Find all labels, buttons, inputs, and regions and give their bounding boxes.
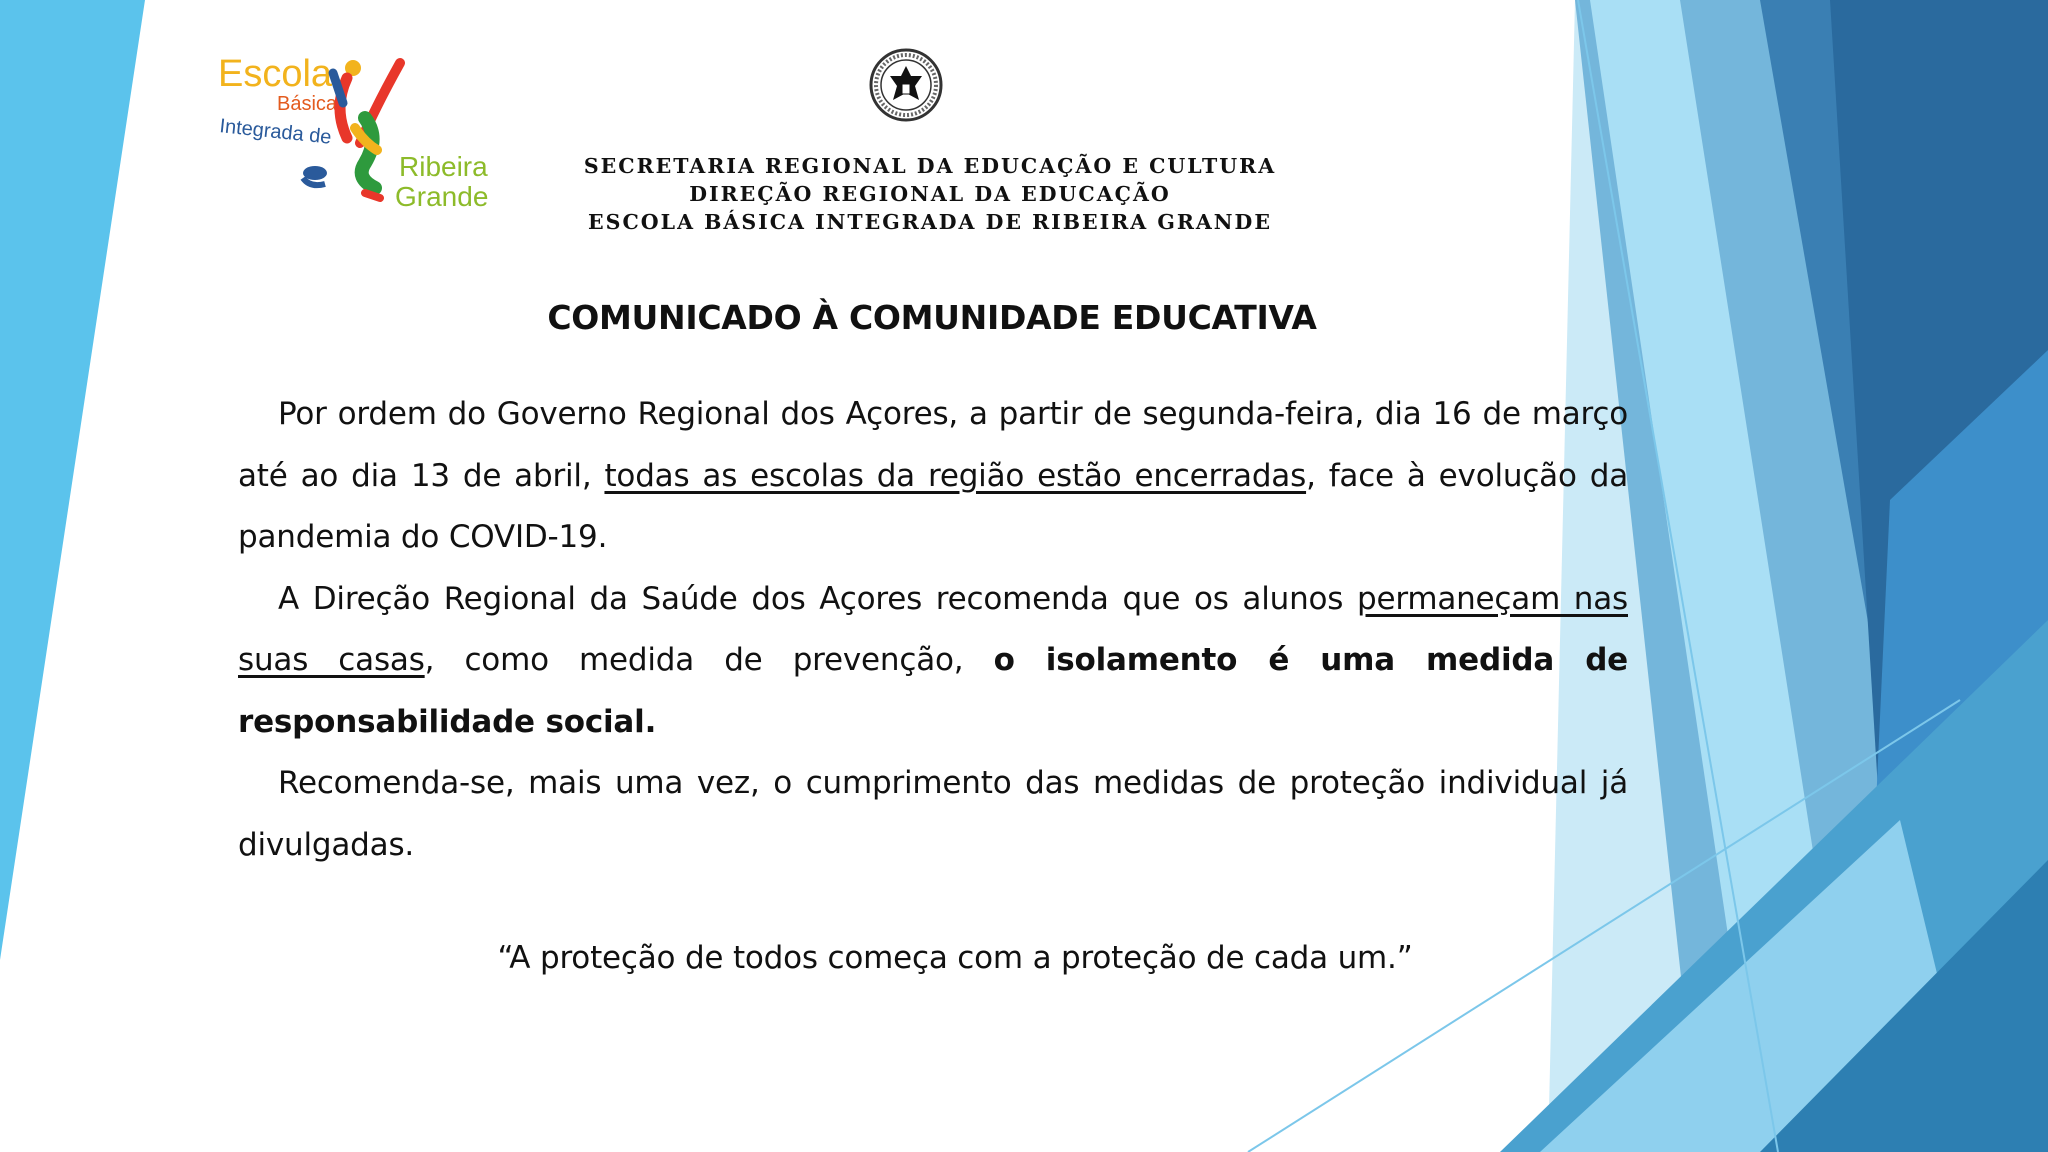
logo-text-escola: Escola: [218, 53, 333, 95]
paragraph-2-text: A Direção Regional da Saúde dos Açores recomenda que os alunos: [278, 580, 1357, 617]
header-line-secretaria: SECRETARIA REGIONAL DA EDUCAÇÃO E CULTURA: [583, 154, 1277, 178]
school-logo: [215, 48, 495, 218]
paragraph-1-underlined: todas as escolas da região estão encerradas: [604, 457, 1307, 494]
institution-header: [560, 152, 1300, 236]
logo-text-integrada: Integrada de: [218, 115, 333, 149]
logo-text-ribeira: Ribeira: [399, 151, 488, 182]
paragraph-health: [238, 569, 1628, 754]
paragraph-recommendation: Recomenda-se, mais uma vez, o cumprimento das medidas de proteção individual já divulgadas.: [238, 765, 1628, 863]
left-blue-band: [0, 0, 145, 960]
paragraph-closure: [238, 384, 1628, 569]
azores-government-seal: [867, 46, 945, 124]
paragraph-1-text: Por ordem do Governo Regional dos Açores, a partir de segunda-feira, dia 16 de março até ao dia 13 de abril,: [238, 396, 1628, 494]
closing-quote: “A proteção de todos começa com a proteção de cada um.”: [497, 940, 1413, 976]
header-line-direcao: DIREÇÃO REGIONAL DA EDUCAÇÃO: [689, 182, 1171, 206]
announcement-body: [238, 384, 1628, 876]
page-title: COMUNICADO À COMUNIDADE EDUCATIVA: [547, 298, 1317, 337]
paragraph-2-bold: o isolamento é uma medida de responsabilidade social.: [238, 642, 1629, 740]
logo-text-basica: Básica: [277, 93, 338, 115]
paragraph-2-underlined: permaneçam nas suas casas: [238, 580, 1628, 678]
paragraph-2-text-mid: , como medida de prevenção,: [424, 642, 994, 678]
paragraph-1-text-end: , face à evolução da pandemia do COVID-19.: [238, 457, 1628, 555]
header-line-escola: ESCOLA BÁSICA INTEGRADA DE RIBEIRA GRANDE: [588, 210, 1272, 234]
logo-text-grande: Grande: [395, 181, 489, 212]
